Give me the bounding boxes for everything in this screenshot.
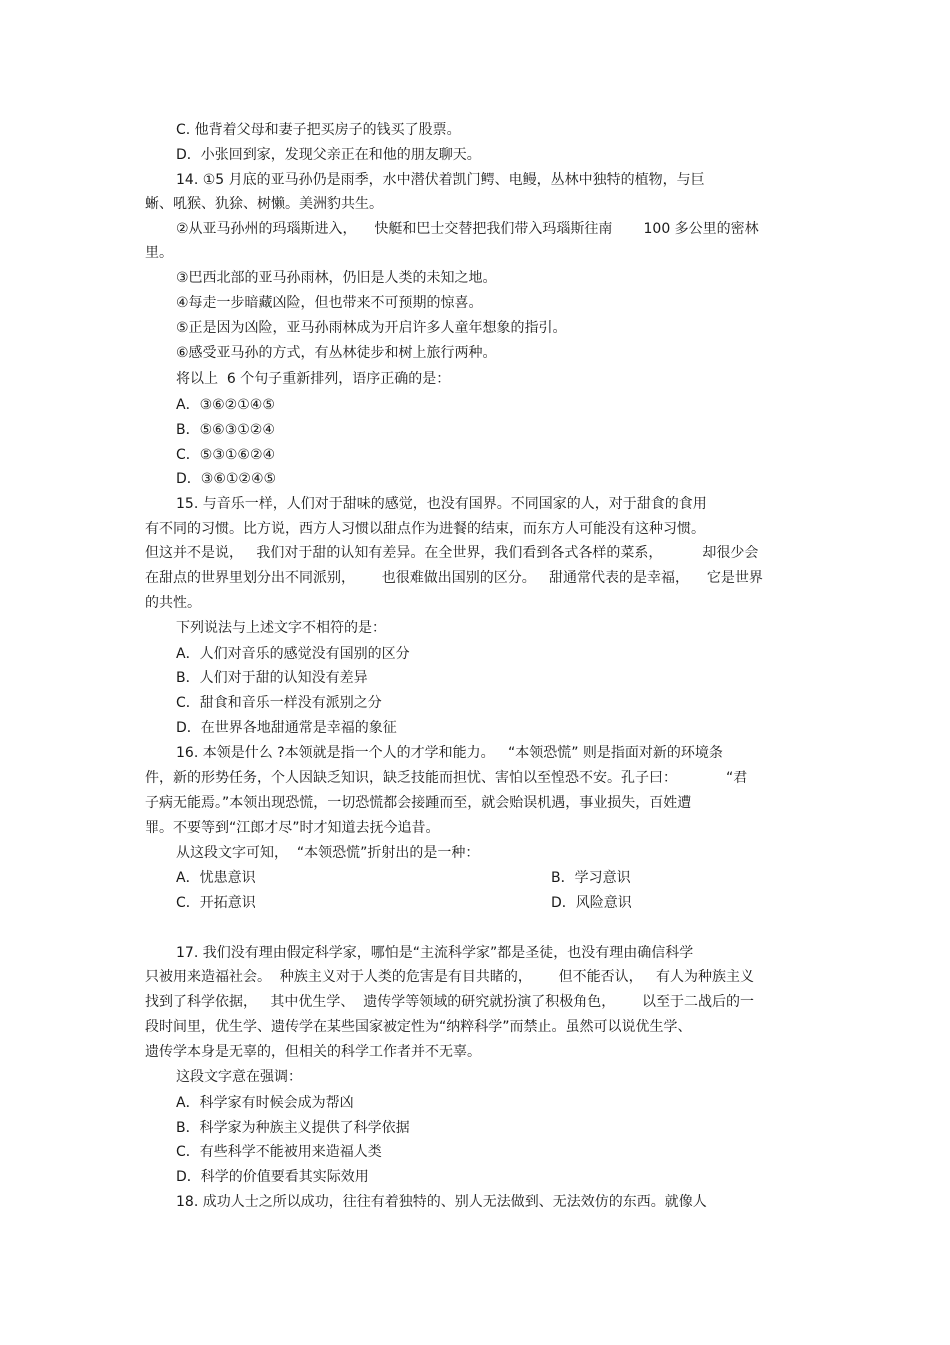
option-c-q17: C．有些科学不能被用来造福人类 (176, 1144, 382, 1160)
question-17-line: 17. 我们没有理由假定科学家，哪怕是“主流科学家”都是圣徒，也没有理由确信科学 (176, 945, 694, 961)
question-15-line: 的共性。 (145, 595, 201, 611)
option-b-q17: B．科学家为种族主义提供了科学依据 (176, 1120, 410, 1136)
option-a-q14: A．③⑥②①④⑤ (176, 397, 275, 413)
option-c-q16: C．开拓意识 (176, 895, 256, 911)
question-15-line: 在甜点的世界里划分出不同派别， 也很难做出国别的区分。 甜通常代表的是幸福， 它是世界 (145, 570, 763, 586)
question-16-prompt: 从这段文字可知， “本领恐慌”折射出的是一种： (176, 845, 480, 861)
question-14-line: 里。 (145, 245, 173, 261)
option-d-q13: D．小张回到家，发现父亲正在和他的朋友聊天。 (176, 147, 481, 163)
option-d-q17: D．科学的价值要看其实际效用 (176, 1169, 369, 1185)
option-a-q16: A．忧患意识 (176, 870, 256, 886)
question-14-line: ④每走一步暗藏凶险，但也带来不可预期的惊喜。 (176, 295, 483, 311)
question-14-line: ⑤正是因为凶险，亚马孙雨林成为开启许多人童年想象的指引。 (176, 320, 567, 336)
option-d-q14: D．③⑥①②④⑤ (176, 471, 277, 487)
option-d-q15: D．在世界各地甜通常是幸福的象征 (176, 720, 397, 736)
question-17-line: 遗传学本身是无辜的，但相关的科学工作者并不无辜。 (145, 1044, 481, 1060)
option-a-q17: A．科学家有时候会成为帮凶 (176, 1095, 354, 1111)
question-16-line: 子病无能焉。”本领出现恐慌，一切恐慌都会接踵而至，就会贻误机遇，事业损失，百姓遭 (145, 795, 692, 811)
option-b-q14: B．⑤⑥③①②④ (176, 422, 275, 438)
question-18-line: 18. 成功人士之所以成功，往往有着独特的、别人无法做到、无法效仿的东西。就像人 (176, 1194, 707, 1210)
question-17-line: 段时间里，优生学、遗传学在某些国家被定性为“纳粹科学”而禁止。虽然可以说优生学、 (145, 1019, 692, 1035)
question-16-line: 罪。不要等到“江郎才尽”时才知道去抚今追昔。 (145, 820, 440, 836)
question-17-line: 只被用来造福社会。 种族主义对于人类的危害是有目共睹的， 但不能否认， 有人为种族主义 (145, 969, 754, 985)
question-16-line: 16. 本领是什么 ?本领就是指一个人的才学和能力。 “本领恐慌” 则是指面对新的环境条 (176, 745, 723, 761)
question-17-prompt: 这段文字意在强调： (176, 1069, 302, 1085)
option-c-q15: C．甜食和音乐一样没有派别之分 (176, 695, 382, 711)
option-c-q14: C．⑤③①⑥②④ (176, 447, 276, 463)
question-14-line: ③巴西北部的亚马孙雨林，仍旧是人类的未知之地。 (176, 270, 497, 286)
question-14-line: 14. ①5 月底的亚马孙仍是雨季，水中潜伏着凯门鳄、电鳗，丛林中独特的植物，与巨 (176, 172, 705, 188)
option-b-q15: B．人们对于甜的认知没有差异 (176, 670, 368, 686)
question-15-line: 15. 与音乐一样，人们对于甜味的感觉，也没有国界。不同国家的人，对于甜食的食用 (176, 496, 707, 512)
option-d-q16: D．风险意识 (551, 895, 632, 911)
question-14-line: ⑥感受亚马孙的方式，有丛林徒步和树上旅行两种。 (176, 345, 497, 361)
question-14-prompt: 将以上 6 个句子重新排列，语序正确的是： (176, 371, 451, 387)
question-15-line: 但这并不是说， 我们对于甜的认知有差异。在全世界，我们看到各式各样的菜系， 却很少会 (145, 545, 759, 561)
question-17-line: 找到了科学依据， 其中优生学、 遗传学等领域的研究就扮演了积极角色， 以至于二战后的一 (145, 994, 754, 1010)
question-14-line: 蜥、吼猴、犰狳、树懒。美洲豹共生。 (145, 196, 383, 212)
option-a-q15: A．人们对音乐的感觉没有国别的区分 (176, 646, 410, 662)
question-14-line: ②从亚马孙州的玛瑙斯进入， 快艇和巴士交替把我们带入玛瑙斯往南 100 多公里的密林 (176, 221, 759, 237)
question-15-prompt: 下列说法与上述文字不相符的是： (176, 620, 386, 636)
question-16-line: 件，新的形势任务，个人因缺乏知识，缺乏技能而担忧、害怕以至惶恐不安。孔子曰： “君 (145, 770, 748, 786)
question-15-line: 有不同的习惯。比方说，西方人习惯以甜点作为进餐的结束，而东方人可能没有这种习惯。 (145, 521, 705, 537)
option-c-q13: C. 他背着父母和妻子把买房子的钱买了股票。 (176, 122, 461, 138)
option-b-q16: B．学习意识 (551, 870, 631, 886)
